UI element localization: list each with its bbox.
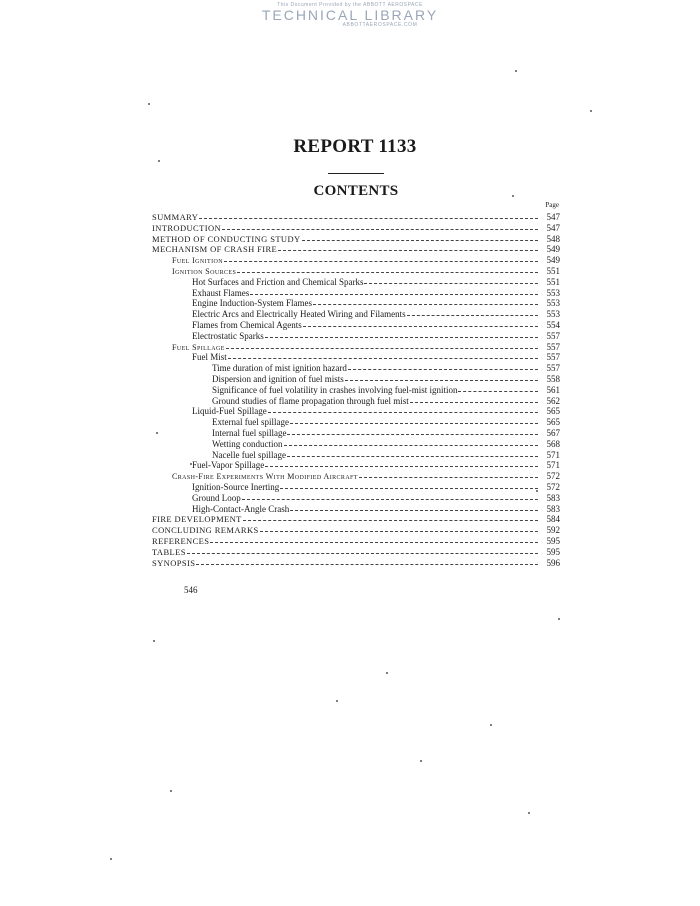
- scan-speck: [156, 432, 158, 434]
- toc-entry-label: Fuel-Vapor Spillage: [192, 460, 265, 471]
- toc-entry-label: Ground Loop: [192, 492, 241, 503]
- toc-leader: [458, 382, 538, 392]
- toc-leader: [280, 479, 538, 489]
- toc-entry-page: 567: [546, 427, 560, 438]
- toc-entry-page: 571: [546, 460, 560, 471]
- page-column-label: Page: [545, 201, 559, 209]
- toc-entry-label: Fuel Mist: [192, 352, 227, 363]
- toc-entry-page: 549: [546, 244, 560, 255]
- toc-entry-label: Dispersion and ignition of fuel mists: [212, 373, 344, 384]
- toc-entry-page: 584: [546, 514, 560, 525]
- toc-entry-label: Ground studies of flame propagation through fuel mist: [212, 395, 409, 406]
- toc-leader: [265, 328, 538, 338]
- toc-entry-label: Internal fuel spillage: [212, 427, 287, 438]
- toc-leader: [348, 360, 538, 370]
- toc-entry-page: 557: [546, 352, 560, 363]
- scan-speck: [336, 700, 338, 702]
- toc-leader: [226, 339, 538, 349]
- toc-entry-page: 595: [546, 535, 560, 546]
- scan-speck: [536, 490, 538, 492]
- toc-entry-label: Engine Induction-System Flames: [192, 298, 312, 309]
- scan-speck: [528, 812, 530, 814]
- toc-entry-page: 547: [546, 212, 560, 222]
- toc-entry-page: 548: [546, 233, 560, 244]
- toc-entry-label: Nacelle fuel spillage: [212, 449, 286, 460]
- scan-speck: [110, 858, 112, 860]
- toc-entry-label: Time duration of mist ignition hazard: [212, 363, 347, 374]
- scan-speck: [512, 195, 514, 197]
- toc-leader: [302, 231, 538, 241]
- toc-entry-page: 583: [546, 503, 560, 514]
- scan-speck: [490, 724, 492, 726]
- toc-entry-page: 554: [546, 319, 560, 330]
- contents-heading: CONTENTS: [313, 183, 399, 199]
- toc-entry-page: 547: [546, 222, 560, 233]
- toc-leader: [268, 403, 538, 413]
- scan-speck: [170, 790, 172, 792]
- toc-entry-page: 596: [546, 557, 560, 568]
- toc-leader: [359, 468, 538, 478]
- scan-speck: [386, 672, 388, 674]
- toc-leader: [242, 490, 538, 500]
- toc-entry-page: 562: [546, 395, 560, 406]
- toc-entry-page: 595: [546, 546, 560, 557]
- toc-entry-label: Flames from Chemical Agents: [192, 319, 302, 330]
- toc-entry-label: Liquid-Fuel Spillage: [192, 406, 267, 417]
- toc-leader: [237, 263, 538, 273]
- toc-entry-page: 565: [546, 417, 560, 428]
- toc-leader: [345, 371, 538, 381]
- toc-entry-page: 583: [546, 492, 560, 503]
- scan-speck: [515, 70, 517, 72]
- toc-leader: [407, 306, 538, 316]
- scan-speck: [558, 618, 560, 620]
- toc-entry-page: 561: [546, 384, 560, 395]
- toc-leader: [243, 511, 538, 521]
- toc-entry-label: Ignition Sources: [172, 266, 237, 276]
- scan-speck: [158, 160, 160, 162]
- toc-leader: [228, 349, 538, 359]
- toc-leader: [278, 241, 538, 251]
- toc-entry-label: INTRODUCTION: [152, 222, 222, 233]
- toc-entry-label: REFERENCES: [152, 535, 210, 546]
- toc-entry-label: SYNOPSIS: [152, 557, 196, 568]
- watermark-provided-by: This Document Provided by the ABBOTT AEROSPACE: [277, 2, 423, 8]
- table-of-contents: [152, 210, 560, 566]
- toc-entry-label: Exhaust Flames: [192, 287, 250, 298]
- toc-leader: [303, 317, 538, 327]
- toc-leader: [260, 522, 538, 532]
- toc-leader: [290, 501, 538, 511]
- toc-leader: [196, 555, 538, 565]
- toc-entry-label: Electric Arcs and Electrically Heated Wiring and Filaments: [192, 309, 406, 320]
- toc-entry-label: Hot Surfaces and Friction and Chemical Sparks: [192, 276, 364, 287]
- toc-entry-label: Wetting conduction: [212, 438, 283, 449]
- scan-speck: [148, 103, 150, 105]
- toc-entry-label: Fuel Spillage: [172, 342, 225, 352]
- toc-leader: [210, 533, 538, 543]
- toc-entry-label: CONCLUDING REMARKS: [152, 525, 259, 536]
- toc-entry-page: 553: [546, 287, 560, 298]
- toc-entry-page: 565: [546, 406, 560, 417]
- toc-leader: [199, 209, 538, 219]
- toc-entry-label: Fuel Ignition: [172, 256, 223, 266]
- toc-entry-label: FIRE DEVELOPMENT: [152, 514, 242, 525]
- toc-leader: [287, 425, 538, 435]
- watermark-url: ABBOTTAEROSPACE.COM: [342, 22, 418, 28]
- toc-leader: [313, 295, 538, 305]
- toc-entry-page: 558: [546, 373, 560, 384]
- watermark-library: TECHNICAL LIBRARY: [261, 7, 439, 23]
- toc-leader: [187, 544, 538, 554]
- toc-entry-label: Crash-Fire Experiments With Modified Aircraft: [172, 472, 358, 482]
- toc-entry-label: SUMMARY: [152, 212, 199, 222]
- toc-entry-label: Electrostatic Sparks: [192, 330, 264, 341]
- toc-entry-label: Significance of fuel volatility in crashes involving fuel-mist ignition: [212, 384, 458, 395]
- page-number: 546: [184, 585, 198, 595]
- scan-speck: [153, 640, 155, 642]
- toc-leader: [290, 414, 538, 424]
- toc-leader: [287, 447, 538, 457]
- toc-entry-page: 557: [546, 341, 560, 352]
- scan-speck: [590, 110, 592, 112]
- toc-entry-page: 568: [546, 438, 560, 449]
- toc-entry-page: 551: [546, 265, 560, 276]
- toc-entry-page: 551: [546, 276, 560, 287]
- toc-entry-label: TABLES: [152, 546, 186, 557]
- toc-entry-label: METHOD OF CONDUCTING STUDY: [152, 233, 301, 244]
- toc-entry-page: 553: [546, 309, 560, 320]
- toc-entry-page: 592: [546, 525, 560, 536]
- scan-speck: [190, 463, 192, 465]
- toc-leader: [250, 285, 538, 295]
- title-rule: [328, 173, 384, 174]
- toc-leader: [224, 252, 538, 262]
- toc-entry-label: MECHANISM OF CRASH FIRE: [152, 244, 278, 255]
- toc-leader: [265, 457, 538, 467]
- toc-entry-page: 572: [546, 471, 560, 482]
- toc-leader: [222, 220, 538, 230]
- scan-speck: [420, 760, 422, 762]
- report-title: REPORT 1133: [293, 136, 417, 157]
- toc-entry: [152, 556, 560, 567]
- toc-leader: [410, 393, 538, 403]
- toc-leader: [284, 436, 538, 446]
- watermark: [0, 2, 700, 28]
- toc-entry-page: 572: [546, 481, 560, 492]
- toc-entry-label: External fuel spillage: [212, 417, 289, 428]
- toc-leader: [364, 274, 538, 284]
- toc-entry-page: 571: [546, 449, 560, 460]
- toc-entry-page: 549: [546, 255, 560, 266]
- toc-entry-label: High-Contact-Angle Crash: [192, 503, 290, 514]
- toc-entry-label: Ignition-Source Inerting: [192, 481, 280, 492]
- toc-entry-page: 553: [546, 298, 560, 309]
- toc-entry-page: 557: [546, 330, 560, 341]
- toc-entry-page: 557: [546, 363, 560, 374]
